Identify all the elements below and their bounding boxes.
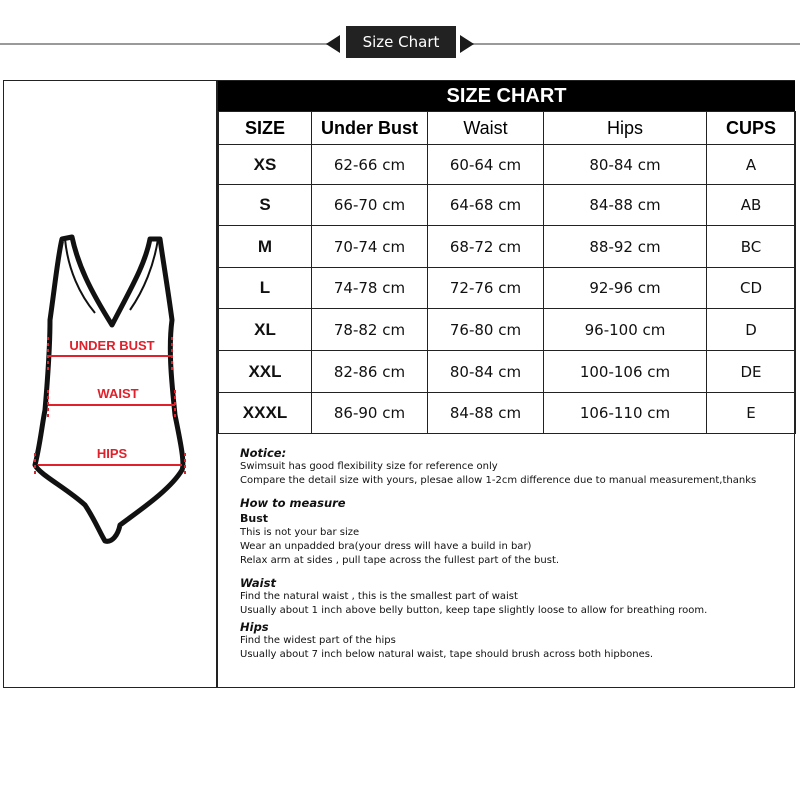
hips-cell: 100-106 cm — [544, 351, 707, 393]
cups-cell: D — [707, 309, 796, 351]
swimsuit-figure — [20, 225, 205, 555]
waist-cell: 68-72 cm — [428, 226, 544, 268]
measurement-notes — [240, 446, 790, 662]
size-cell: XXL — [219, 351, 312, 393]
col-cups-header: CUPS — [707, 112, 796, 145]
swimsuit-strap-left — [65, 239, 95, 313]
header-arrow-left-icon — [326, 35, 340, 53]
bust-line: Relax arm at sides , pull tape across the fullest part of the bust. — [240, 555, 560, 566]
notice-title: Notice: — [240, 446, 287, 460]
waist-cell: 84-88 cm — [428, 393, 544, 434]
header-badge: Size Chart — [346, 26, 456, 58]
col-size-header: SIZE — [219, 112, 312, 145]
size-cell: M — [219, 226, 312, 268]
bust-line: Wear an unpadded bra(your dress will have a build in bar) — [240, 541, 532, 552]
cups-cell: A — [707, 145, 796, 185]
hips-line-text: Find the widest part of the hips — [240, 635, 396, 646]
waist-cell: 76-80 cm — [428, 309, 544, 351]
swimsuit-strap-right — [130, 239, 158, 310]
hips-cell: 106-110 cm — [544, 393, 707, 434]
label-hips: HIPS — [96, 446, 128, 461]
cups-cell: DE — [707, 351, 796, 393]
table-row — [219, 185, 796, 226]
notice-line: Compare the detail size with yours, plesae allow 1-2cm difference due to manual measurement,thanks — [240, 475, 757, 486]
size-cell: L — [219, 268, 312, 309]
hips-cell: 80-84 cm — [544, 145, 707, 185]
cups-cell: E — [707, 393, 796, 434]
under-bust-cell: 66-70 cm — [312, 185, 428, 226]
col-under-bust-header: Under Bust — [312, 112, 428, 145]
under-bust-cell: 62-66 cm — [312, 145, 428, 185]
size-table — [218, 111, 796, 434]
waist-line-text: Find the natural waist , this is the smallest part of waist — [240, 591, 518, 602]
header-arrow-right-icon — [460, 35, 474, 53]
table-header-row — [219, 112, 796, 145]
header-rule-left — [0, 43, 330, 45]
table-row — [219, 268, 796, 309]
hips-title: Hips — [240, 620, 269, 634]
waist-cell: 64-68 cm — [428, 185, 544, 226]
waist-cell: 60-64 cm — [428, 145, 544, 185]
cups-cell: BC — [707, 226, 796, 268]
under-bust-cell: 82-86 cm — [312, 351, 428, 393]
label-under-bust: UNDER BUST — [69, 338, 155, 353]
label-waist: WAIST — [97, 386, 139, 401]
bust-title: Bust — [240, 512, 269, 525]
hips-line-text: Usually about 7 inch below natural waist, tape should brush across both hipbones. — [240, 649, 654, 660]
waist-line-text: Usually about 1 inch above belly button, keep tape slightly loose to allow for breathing room. — [240, 605, 708, 616]
size-cell: S — [219, 185, 312, 226]
cups-cell: AB — [707, 185, 796, 226]
table-row — [219, 145, 796, 185]
waist-cell: 80-84 cm — [428, 351, 544, 393]
how-to-title: How to measure — [240, 496, 346, 510]
table-row — [219, 309, 796, 351]
header-rule-right — [470, 43, 800, 45]
size-chart-title: SIZE CHART — [218, 81, 795, 111]
waist-title: Waist — [240, 576, 276, 590]
under-bust-cell: 78-82 cm — [312, 309, 428, 351]
under-bust-cell: 86-90 cm — [312, 393, 428, 434]
size-cell: XXXL — [219, 393, 312, 434]
notice-line: Swimsuit has good flexibility size for reference only — [240, 461, 498, 472]
size-cell: XS — [219, 145, 312, 185]
cups-cell: CD — [707, 268, 796, 309]
size-cell: XL — [219, 309, 312, 351]
table-row — [219, 226, 796, 268]
waist-cell: 72-76 cm — [428, 268, 544, 309]
hips-cell: 84-88 cm — [544, 185, 707, 226]
hips-cell: 92-96 cm — [544, 268, 707, 309]
bust-line: This is not your bar size — [240, 527, 360, 538]
hips-cell: 96-100 cm — [544, 309, 707, 351]
table-row — [219, 351, 796, 393]
col-hips-header: Hips — [544, 112, 707, 145]
col-waist-header: Waist — [428, 112, 544, 145]
under-bust-cell: 74-78 cm — [312, 268, 428, 309]
under-bust-cell: 70-74 cm — [312, 226, 428, 268]
table-row — [219, 393, 796, 434]
hips-cell: 88-92 cm — [544, 226, 707, 268]
